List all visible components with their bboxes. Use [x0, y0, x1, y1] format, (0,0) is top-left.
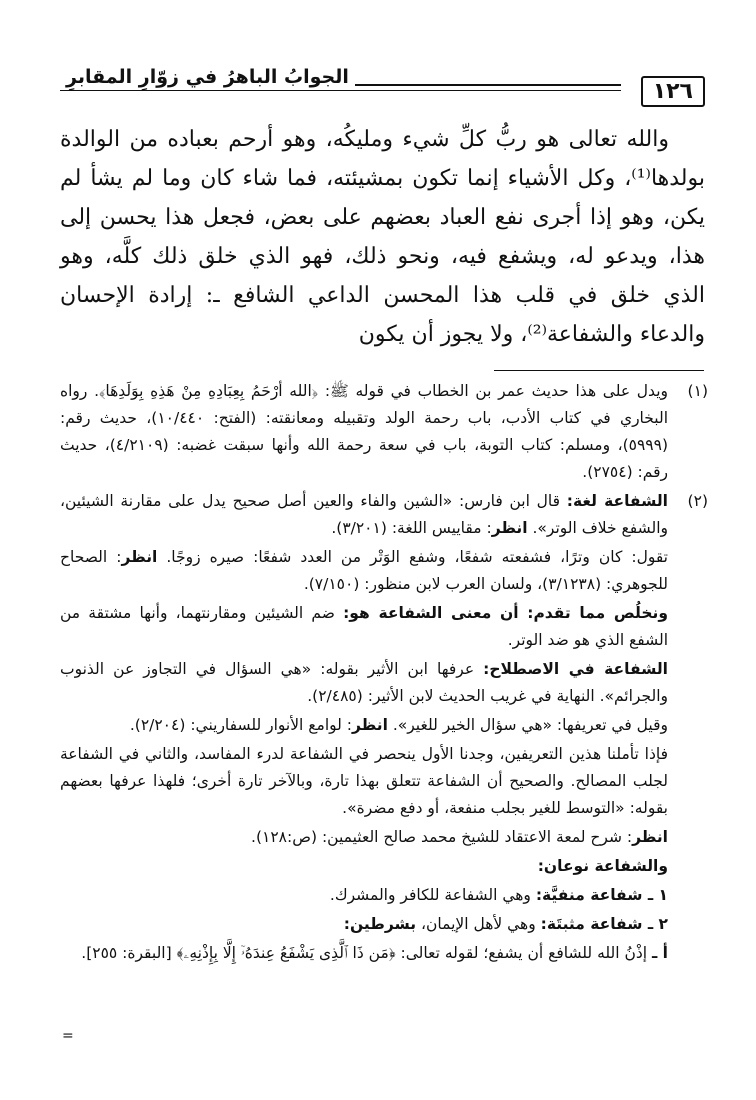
fn2-definition-lang: الشفاعة لغة: قال ابن فارس: «الشين والفاء والعين أصل صحيح يدل على مقارنة الشيئين، والشفع خلاف الوتر». انظر: مقاييس اللغة: (٣/٢٠١). [60, 492, 668, 537]
fn2-definition-term: الشفاعة في الاصطلاح: عرفها ابن الأثير بقوله: «هي السؤال في التجاوز عن الذنوب والجرائم». النهاية في غريب الحديث لابن الأثير: (٢/٤٨٥). [60, 660, 668, 705]
footnote-text: ويدل على هذا حديث عمر بن الخطاب في قوله ﷺ: ﴿الله أرْحَمُ بِعِبَادِهِ مِنْ هَذِهِ بِوَلَدِهَا﴾. رواه البخاري في كتاب الأدب، باب رحمة الولد وتقبيله ومعانقته: (الفتح: ١٠/٤٤٠)، حديث رقم: (٥٩٩٩)، ومسلم: كتاب التوبة، باب في سعة رحمة الله وأنها سبقت غضبه: (٤/٢١٠٩)، حديث رقم: (٢٧٥٤). [60, 382, 668, 481]
main-text [60, 120, 705, 354]
footnotes [60, 378, 708, 969]
body-paragraph: والله تعالى هو ربُّ كلِّ شيء ومليكُه، وهو أرحم بعباده من الوالدة بولدها⁽¹⁾، وكل الأشياء إنما تكون بمشيئته، فما شاء كان وما لم يشأ لم يكن، وهو إذا أجرى نفع العباد بعضهم على بعض، فجعل هذا يحسن إلى هذا، ويدعو له، ويشفع فيه، ونحو ذلك، فهو الذي خلق ذلك كلَّه، وهو الذي خلق في قلب هذا المحسن الداعي الشافع ـ: إرادة الإحسان والدعاء والشفاعة⁽²⁾، ولا يجوز أن يكون [60, 127, 705, 347]
page-number: ١٢٦ [641, 76, 705, 107]
fn2-alt-definition: وقيل في تعريفها: «هي سؤال الخير للغير». انظر: لوامع الأنوار للسفاريني: (٢/٢٠٤). [129, 716, 668, 734]
margin-mark: = [62, 1028, 74, 1044]
fn2-reference: انظر: شرح لمعة الاعتقاد للشيخ محمد صالح العثيمين: (ص:١٢٨). [251, 828, 668, 846]
footnote-number: (٢) [687, 492, 708, 510]
fn2-summary: ونخلُص مما تقدم: أن معنى الشفاعة هو: ضم الشيئين ومقارنتهما، وأنها مشتقة من الشفع الذي هو ضد الوتر. [60, 604, 668, 649]
fn2-usage: تقول: كان وترًا، فشفعته شفعًا، وشفع الوَتْر من العدد شفعًا: صيره زوجًا. انظر: الصحاح للجوهري: (٣/١٢٣٨)، ولسان العرب لابن منظور: (٧/١٥٠). [60, 548, 668, 593]
footnote-number: (١) [687, 382, 708, 400]
footnote-separator [494, 370, 704, 371]
fn2-analysis: فإذا تأملنا هذين التعريفين، وجدنا الأول ينحصر في الشفاعة لدرء المفاسد، والثاني في الشفاعة لجلب المصالح. والصحيح أن الشفاعة تتعلق بهذا تارة، وبالآخر تارة أخرى؛ فلهذا عرفها بعضهم بقوله: «التوسط للغير بجلب منفعة، أو دفع مضرة». [60, 745, 668, 817]
running-title: الجوابُ الباهرُ في زوّارِ المقابرِ [60, 66, 355, 88]
fn2-condition-a: أ ـ إذْنُ الله للشافع أن يشفع؛ لقوله تعالى: ﴿مَن ذَا ٱلَّذِى يَشْفَعُ عِندَهُۥٓ إِلَّا بِإِذْنِهِۦ﴾ [البقرة: ٢٥٥]. [81, 944, 668, 962]
page-header [60, 66, 705, 112]
footnote-2 [60, 488, 708, 969]
footnote-1 [60, 378, 708, 488]
fn2-types-heading: والشفاعة نوعان: [537, 857, 668, 875]
header-rule-thin [60, 90, 621, 91]
fn2-type-2: ٢ ـ شفاعة مثبتَة: وهي لأهل الإيمان، بشرطين: [343, 915, 668, 933]
fn2-type-1: ١ ـ شفاعة منفيَّة: وهي الشفاعة للكافر والمشرك. [329, 886, 668, 904]
